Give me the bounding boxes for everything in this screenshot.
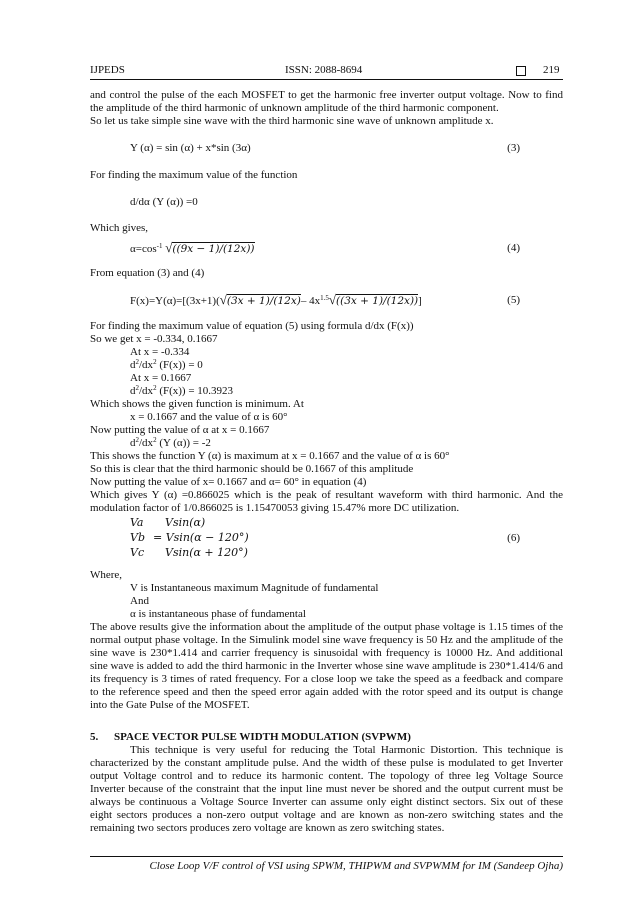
line-from-equation: From equation (3) and (4) <box>90 267 205 279</box>
line-at-x-pos: At x = 0.1667 <box>130 372 192 384</box>
equation-3: Y (α) = sin (α) + x*sin (3α) <box>130 142 251 154</box>
line-second-derivative-a <box>130 359 203 372</box>
line-where-v: V is Instantaneous maximum Magnitude of fundamental <box>130 582 379 594</box>
equation-4 <box>130 240 255 256</box>
equation-4-body: ((9x − 1)/(12x)) <box>172 243 255 255</box>
sqrt-icon: √ <box>165 240 173 255</box>
sqrt-icon: √ <box>328 292 336 307</box>
paragraph-intro: and control the pulse of the each MOSFET to get the harmonic free inverter output voltage. Now to find the amplitude of the third harmonic of unknown amplitude of the third harmonic component. <box>90 89 563 114</box>
equation-4-pre: α=cos <box>130 243 157 255</box>
line-where: Where, <box>90 569 123 581</box>
equation-5 <box>130 292 422 308</box>
paragraph-result: Which gives Y (α) =0.866025 which is the peak of resultant waveform with third harmonic. And the modulation factor of 1/0.866025 is 1.15470053 giving 15.47% more DC utilization. <box>90 489 563 514</box>
equation-3-number: (3) <box>507 142 520 154</box>
d: d <box>130 437 136 449</box>
issn: ISSN: 2088-8694 <box>285 64 363 76</box>
line-where-and: And <box>130 595 149 607</box>
equation-5-a: (3x + 1)/(12x) <box>226 295 301 307</box>
eq6-vc: Vc <box>130 546 145 559</box>
sup: 2 <box>153 358 157 366</box>
sup: 2 <box>153 436 157 444</box>
dx: /dx <box>139 437 154 449</box>
eq6-vb: Vb <box>130 531 145 544</box>
line-clear: So this is clear that the third harmonic should be 0.1667 of this amplitude <box>90 463 414 475</box>
equation-6-number: (6) <box>507 532 520 544</box>
line-minimum: Which shows the given function is minimum. At <box>90 398 304 410</box>
checkbox-icon <box>516 66 526 76</box>
equation-5-end: ] <box>418 295 422 307</box>
line-x-alpha: x = 0.1667 and the value of α is 60° <box>130 411 288 423</box>
footer-rule <box>90 856 563 857</box>
paragraph-intro-2: So let us take simple sine wave with the third harmonic sine wave of unknown amplitude x. <box>90 115 494 127</box>
eq6-vb-rhs: = Vsin(α − 120°) <box>153 531 249 544</box>
sup: 2 <box>135 436 139 444</box>
paragraph-svpwm: This technique is very useful for reducing the Total Harmonic Distortion. This technique is characterized by the constant amplitude pulse. And the width of these pulse is modulated to get Inverter output Voltage control and to reduce its harmonic content. The topology of three leg Voltage Source Inverter because of the constraint that the input line must never be shored and the output current must be always be continuous a Voltage Source Inverter can assume only eight distinct sectors. Six out of these eight sectors produces a non-zero output voltage and are known as non-zero switching states and the remaining two sectors produces zero voltage are known as zero switching states. <box>90 744 563 834</box>
sqrt-icon: √ <box>219 292 227 307</box>
equation-5-mid: – 4x <box>300 295 321 307</box>
equation-4-sup: -1 <box>156 242 163 250</box>
equation-5-number: (5) <box>507 294 520 306</box>
sup: 2 <box>135 384 139 392</box>
sup: 2 <box>153 384 157 392</box>
footer-text: Close Loop V/F control of VSI using SPWM, THIPWM and SVPWMM for IM (Sandeep Ojha) <box>149 860 563 872</box>
eq6-va-rhs: Vsin(α) <box>165 516 206 529</box>
rhs: (F(x)) = 0 <box>156 359 203 371</box>
equation-5-b: ((3x + 1)/(12x)) <box>336 295 419 307</box>
line-derivation-2: So we get x = -0.334, 0.1667 <box>90 333 218 345</box>
section-number: 5. <box>90 731 99 743</box>
dx: /dx <box>139 359 154 371</box>
line-at-x-neg: At x = -0.334 <box>130 346 190 358</box>
sup: 2 <box>135 358 139 366</box>
dx: /dx <box>139 385 154 397</box>
line-max-function: For finding the maximum value of the function <box>90 169 298 181</box>
d: d <box>130 385 136 397</box>
header-rule <box>90 79 563 80</box>
line-second-derivative-b <box>130 385 233 398</box>
line-derivation-1: For finding the maximum value of equation (5) using formula d/dx (F(x)) <box>90 320 414 332</box>
eq6-va: Va <box>130 516 144 529</box>
paragraph-simulink: The above results give the information about the amplitude of the output phase voltage is 1.15 times of the normal output phase voltage. In the Simulink model sine wave frequency is 50 Hz and the amplitude of the sine wave is 230*1.414 and carrier frequency is sinusoidal with frequency is 10000 Hz. And additional sine wave is added to add the third harmonic in the Inverter whose sine wave amplitude is 230*1.414/6 and its frequency is 3 times of rated frequency. For a close loop we take the speed as a feedback and compare to the reference speed and then the speed error again added with the rotor speed and its output is change into the Gate Pulse of the MOSFET. <box>90 621 563 711</box>
equation-derivative: d/dα (Y (α)) =0 <box>130 196 198 208</box>
line-second-derivative-c <box>130 437 211 450</box>
rhs: (Y (α)) = -2 <box>156 437 211 449</box>
line-now-putting-2: Now putting the value of x= 0.1667 and α= 60° in equation (4) <box>90 476 367 488</box>
line-now-putting: Now putting the value of α at x = 0.1667 <box>90 424 270 436</box>
equation-4-number: (4) <box>507 242 520 254</box>
eq6-vc-rhs: Vsin(α + 120°) <box>165 546 248 559</box>
line-which-gives: Which gives, <box>90 222 149 234</box>
page-number: 219 <box>543 64 560 76</box>
section-title: SPACE VECTOR PULSE WIDTH MODULATION (SVPWM) <box>114 731 411 743</box>
rhs: (F(x)) = 10.3923 <box>156 385 234 397</box>
d: d <box>130 359 136 371</box>
line-where-alpha: α is instantaneous phase of fundamental <box>130 608 306 620</box>
journal-name: IJPEDS <box>90 64 125 76</box>
equation-5-pre: F(x)=Y(α)=[(3x+1)( <box>130 295 220 307</box>
equation-5-sup: 1.5 <box>320 294 329 302</box>
line-maximum: This shows the function Y (α) is maximum at x = 0.1667 and the value of α is 60° <box>90 450 450 462</box>
